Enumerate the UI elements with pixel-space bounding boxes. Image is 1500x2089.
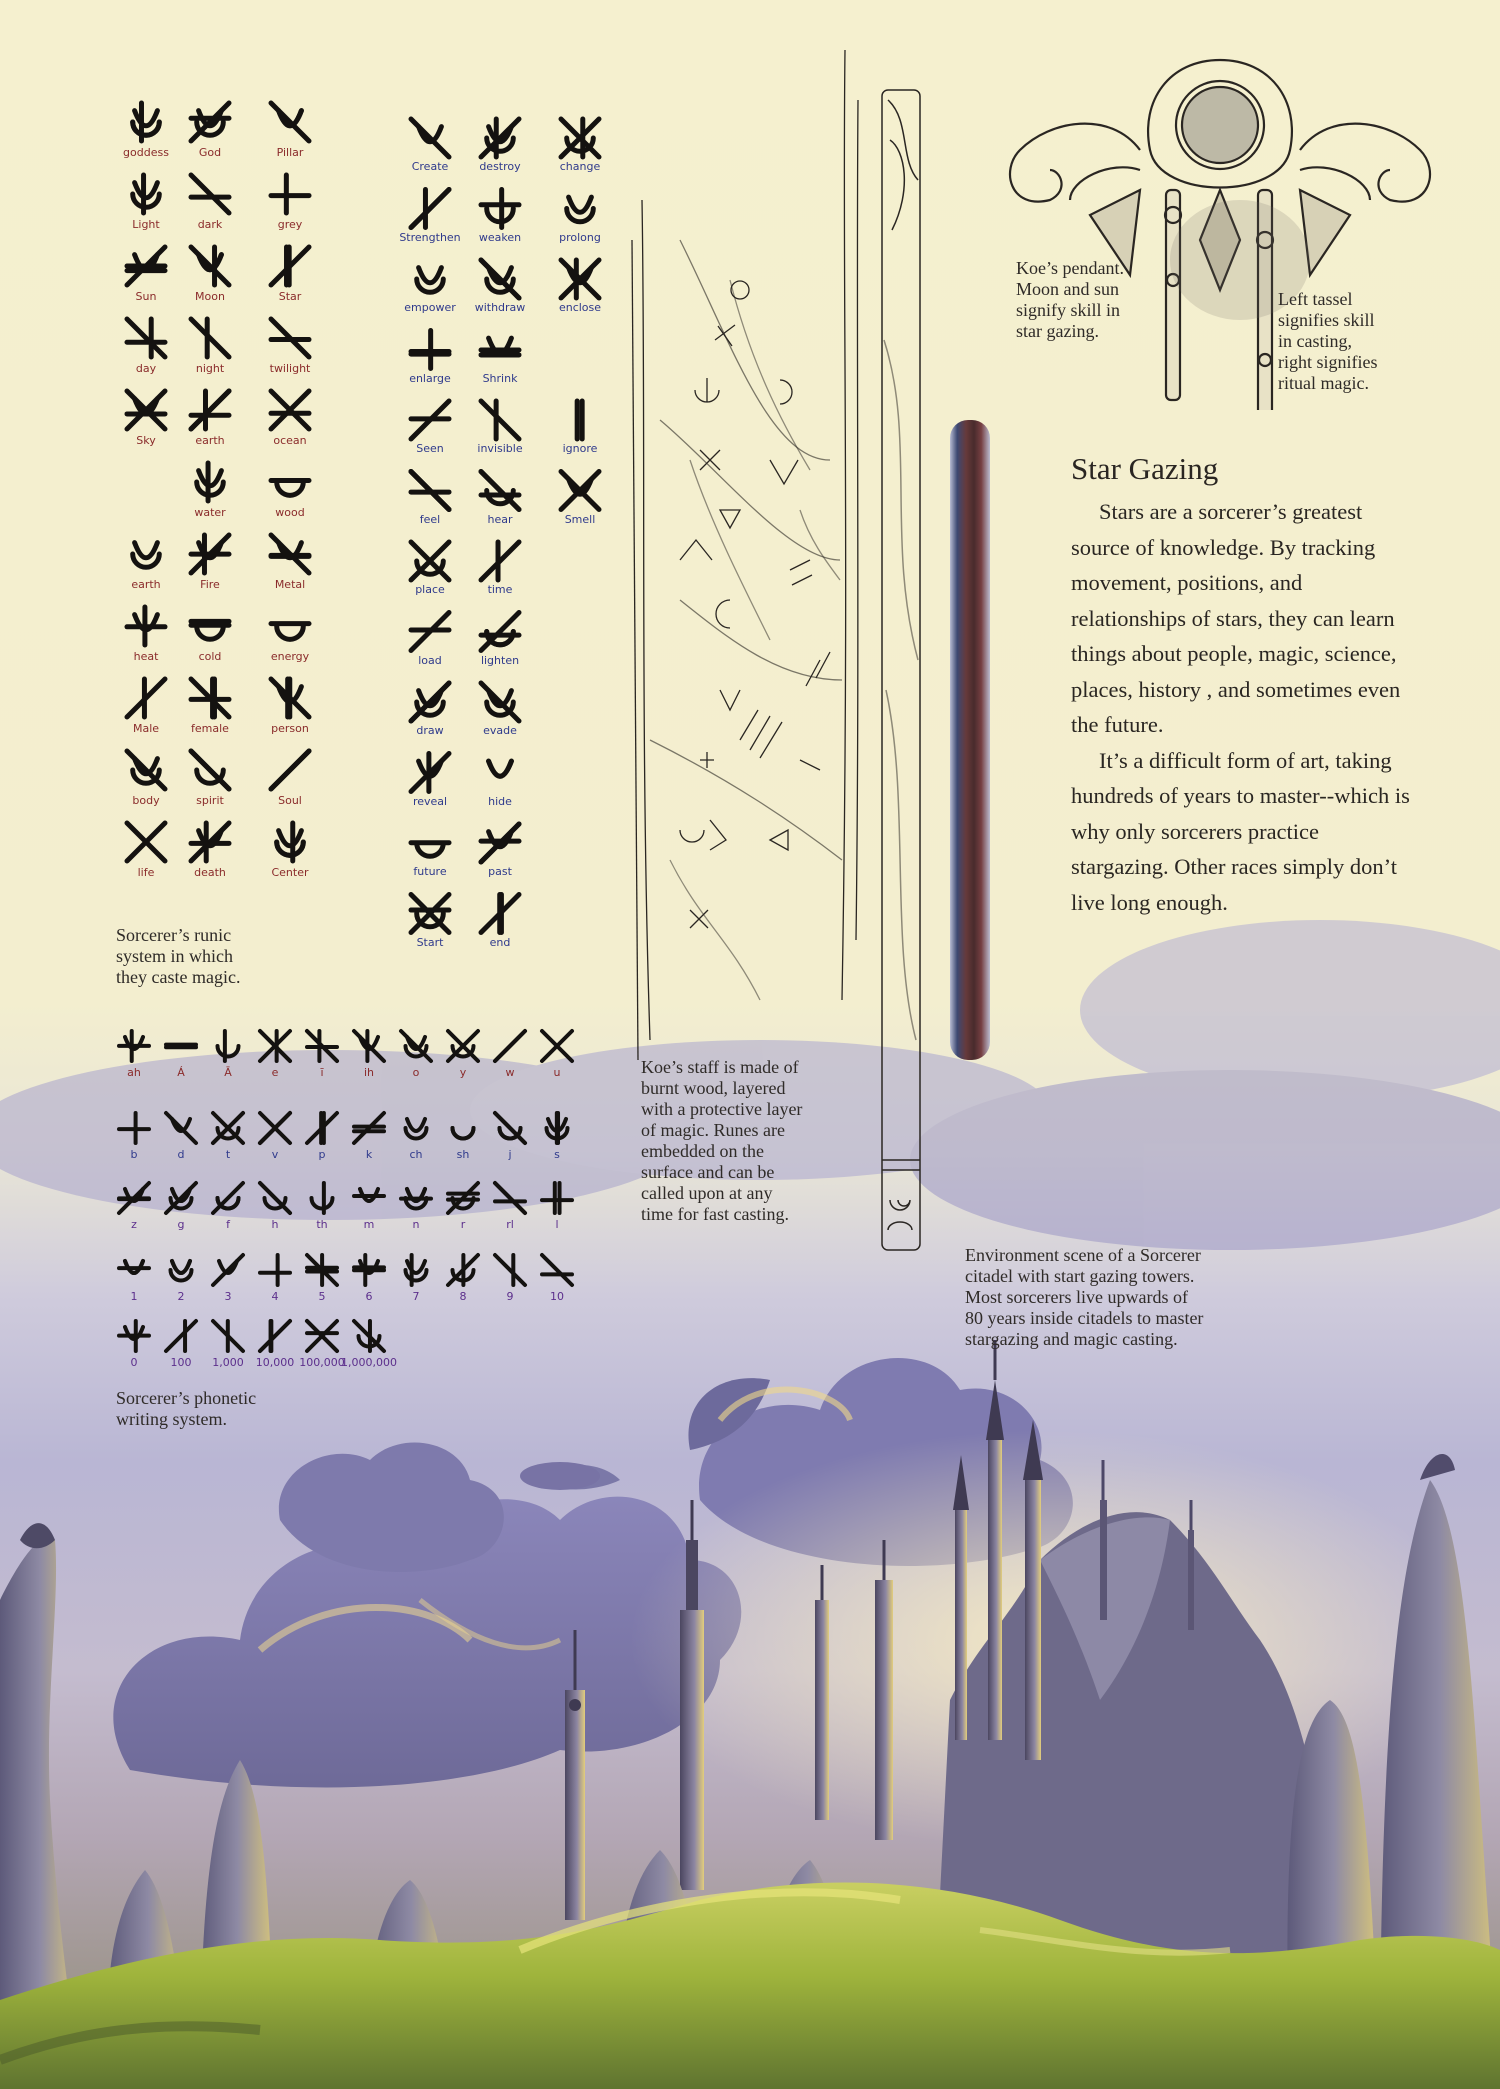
phonetic-caption: Sorcerer’s phonetic writing system.	[116, 1388, 257, 1429]
rune-gloss: sh	[456, 1148, 470, 1161]
rune-gloss: 6	[365, 1290, 373, 1303]
rune-gloss: Create	[411, 160, 449, 173]
rune-gloss: b	[130, 1148, 138, 1161]
rune-gloss: water	[194, 506, 226, 519]
rune-gloss: hide	[488, 794, 512, 808]
rune-gloss: night	[195, 362, 225, 375]
rune-gloss: y	[459, 1066, 467, 1079]
rune-gloss: God	[198, 146, 222, 159]
rune-gloss: ah	[127, 1066, 141, 1079]
rune-gloss: t	[225, 1148, 231, 1161]
rune-gloss: earth	[195, 434, 225, 447]
rune-gloss: invisible	[477, 442, 523, 455]
rune-gloss: w	[505, 1066, 515, 1079]
rune-gloss: cold	[198, 650, 222, 663]
rune-gloss: enlarge	[409, 371, 451, 385]
rune-gloss: weaken	[478, 230, 522, 244]
rune-gloss: 7	[412, 1290, 420, 1303]
rune-gloss: 9	[506, 1290, 514, 1303]
rune-gloss: f	[226, 1218, 230, 1231]
rune-gloss: d	[177, 1148, 185, 1161]
rune-gloss: female	[191, 722, 229, 735]
rune-gloss: Center	[271, 866, 309, 879]
rune-gloss: j	[508, 1148, 512, 1161]
rune-gloss: destroy	[479, 160, 521, 173]
rune-gloss: prolong	[559, 230, 601, 244]
rune-gloss: change	[559, 160, 601, 173]
rune-gloss: person	[271, 722, 309, 735]
rune-gloss: spirit	[196, 794, 224, 807]
rune-gloss: 2	[177, 1290, 185, 1303]
rune-gloss: twilight	[269, 362, 311, 375]
rune-gloss: Pillar	[276, 146, 304, 159]
rune-gloss: Á	[177, 1066, 185, 1079]
rune-gloss: feel	[419, 512, 441, 526]
rune-gloss: future	[413, 865, 447, 878]
rune-gloss: 1,000,000	[341, 1356, 397, 1369]
rune-gloss: withdraw	[474, 301, 526, 314]
rune-gloss: Moon	[195, 290, 225, 303]
rune-gloss: r	[460, 1218, 466, 1231]
rune-gloss: rl	[506, 1218, 514, 1231]
rune-gloss: Shrink	[482, 371, 518, 385]
rune-gloss: dark	[197, 218, 223, 231]
rune-gloss: 3	[224, 1290, 232, 1303]
rune-gloss: Male	[132, 722, 160, 735]
rune-gloss: earth	[131, 578, 161, 591]
rune-gloss: 100,000	[299, 1356, 345, 1369]
rune-gloss: time	[487, 583, 513, 596]
rune-gloss: ī	[320, 1066, 324, 1079]
rune-gloss: place	[415, 583, 445, 596]
rune-gloss: life	[137, 866, 155, 879]
rune-gloss: lighten	[480, 653, 520, 667]
rune-gloss: z	[131, 1218, 137, 1231]
rune-gloss: energy	[270, 650, 310, 663]
rune-gloss: ih	[363, 1066, 375, 1079]
environment-caption: Environment scene of a Sorcerer citadel with start gazing towers. Most sorcerers live upwards of 80 years inside citadels to master stargazing and magic casting.	[965, 1245, 1204, 1349]
rune-gloss: m	[363, 1218, 375, 1231]
pendant-caption-right: Left tassel signifies skill in casting, right signifies ritual magic.	[1278, 289, 1378, 393]
rune-gloss: ch	[409, 1148, 423, 1161]
rune-gloss: s	[554, 1148, 560, 1161]
rune-gloss: evade	[483, 724, 517, 737]
rune-gloss: day	[135, 362, 157, 375]
rune-gloss: 4	[271, 1290, 279, 1303]
rune-gloss: goddess	[123, 146, 169, 159]
painted-staff	[950, 420, 990, 1060]
rune-gloss: h	[271, 1218, 279, 1231]
rune-gloss: u	[553, 1066, 561, 1079]
rune-gloss: 10,000	[255, 1356, 295, 1369]
rune-gloss: th	[316, 1218, 328, 1231]
rune-gloss: Ā	[224, 1066, 232, 1079]
rune-gloss: Light	[132, 218, 160, 231]
rune-gloss: enclose	[558, 301, 602, 314]
rune-gloss: 5	[318, 1290, 326, 1303]
rune-gloss: empower	[404, 301, 456, 314]
rune-gloss: Seen	[416, 442, 444, 455]
runic-caption: Sorcerer’s runic system in which they caste magic.	[116, 925, 241, 987]
rune-gloss: grey	[277, 218, 303, 231]
rune-gloss: 0	[130, 1356, 138, 1369]
star-gazing-paragraph-1: Stars are a sorcerer’s greatest source of knowledge. By tracking movement, positions, and relationships of stars, they can learn things about people, magic, science, places, history , and sometimes even the future.	[1071, 499, 1401, 737]
rune-gloss: l	[555, 1218, 559, 1231]
rune-gloss: g	[177, 1218, 185, 1231]
rune-gloss: wood	[275, 506, 305, 519]
rune-gloss: hear	[487, 512, 513, 526]
star-gazing-title: Star Gazing	[1071, 451, 1219, 486]
rune-gloss: Soul	[278, 794, 302, 807]
rune-gloss: ignore	[562, 442, 598, 455]
rune-gloss: Star	[278, 290, 302, 303]
rune-gloss: death	[194, 866, 226, 879]
rune-gloss: past	[488, 865, 512, 878]
rune-gloss: 100	[170, 1356, 192, 1369]
rune-gloss: Metal	[274, 578, 306, 591]
rune-gloss: 1,000	[212, 1356, 244, 1369]
rune-gloss: k	[365, 1148, 373, 1161]
pendant-sketch	[990, 40, 1450, 410]
rune-gloss: ocean	[273, 434, 307, 447]
rune-gloss: Sun	[135, 290, 157, 303]
star-gazing-body	[1071, 494, 1411, 920]
rune-gloss: Smell	[564, 512, 596, 526]
rune-gloss: body	[132, 794, 160, 807]
rune-gloss: 10	[550, 1290, 564, 1303]
staff-full-sketch	[882, 90, 920, 1250]
pendant-caption-left: Koe’s pendant. Moon and sun signify skill in star gazing.	[1016, 258, 1124, 341]
rune-gloss: o	[412, 1066, 420, 1079]
rune-gloss: draw	[416, 724, 444, 737]
rune-gloss: load	[418, 653, 442, 667]
rune-gloss: Sky	[136, 434, 156, 447]
rune-gloss: 8	[459, 1290, 467, 1303]
rune-gloss: reveal	[412, 794, 448, 808]
rune-gloss: v	[271, 1148, 279, 1161]
rune-gloss: n	[412, 1218, 420, 1231]
rune-gloss: p	[318, 1148, 326, 1161]
staff-caption: Koe’s staff is made of burnt wood, layered with a protective layer of magic. Runes are embedded on the surface and can be called upon at any time for fast casting.	[641, 1057, 803, 1224]
staff-closeup-sketch	[632, 50, 858, 1060]
rune-gloss: heat	[133, 650, 159, 663]
rune-gloss: Strengthen	[399, 230, 461, 244]
rune-gloss: e	[271, 1066, 279, 1079]
rune-gloss: Start	[416, 935, 444, 949]
star-gazing-paragraph-2: It’s a difficult form of art, taking hundreds of years to master--which is why only sorcerers practice stargazing. Other races simply don’t live long enough.	[1071, 747, 1410, 915]
rune-gloss: 1	[130, 1290, 138, 1303]
rune-gloss: end	[489, 935, 511, 949]
rune-gloss: Fire	[200, 578, 220, 591]
